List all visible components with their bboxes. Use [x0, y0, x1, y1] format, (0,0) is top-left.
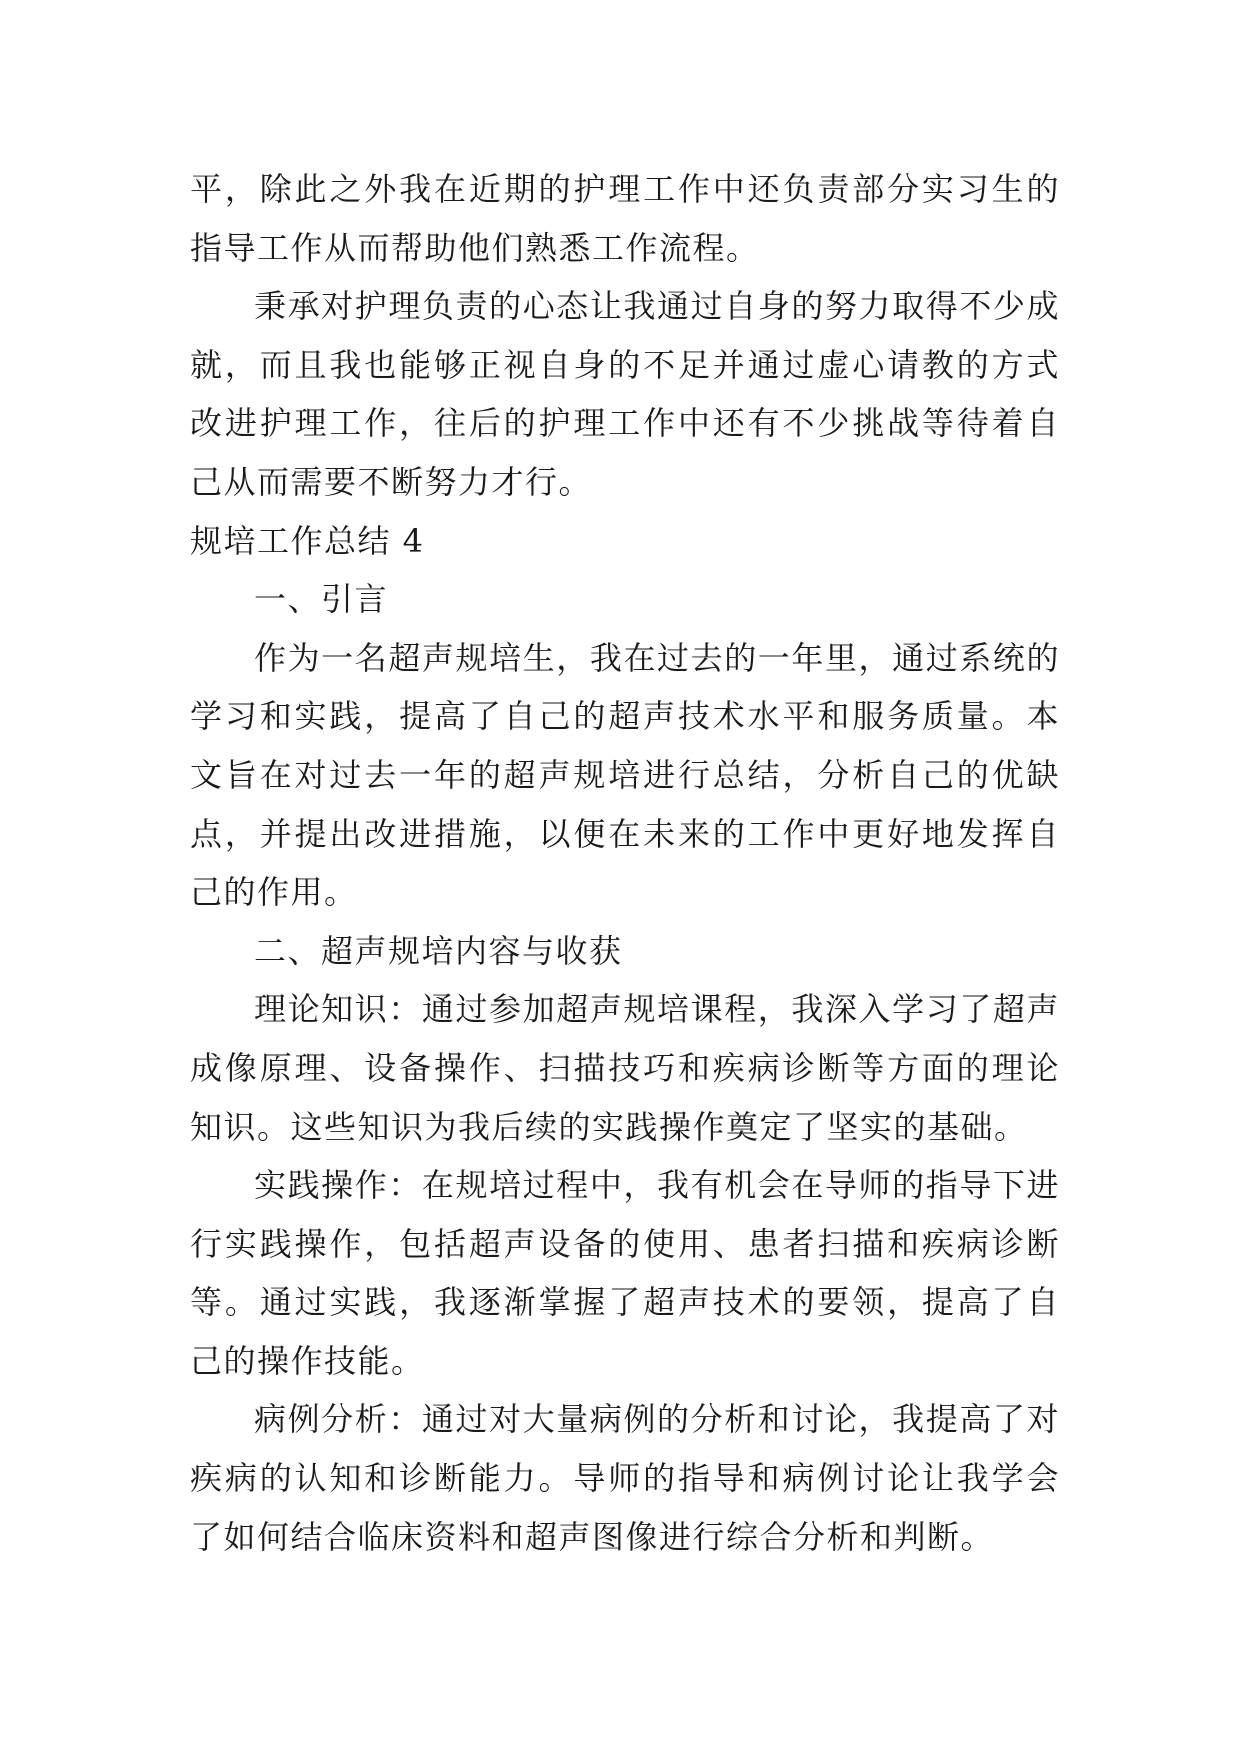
paragraph-continuation: 平，除此之外我在近期的护理工作中还负责部分实习生的指导工作从而帮助他们熟悉工作流程。 — [190, 170, 1060, 267]
section-heading: 规培工作总结 4 — [190, 521, 425, 560]
paragraph-practice: 实践操作：在规培过程中，我有机会在导师的指导下进行实践操作，包括超声设备的使用、患者扫描和疾病诊断等。通过实践，我逐渐掌握了超声技术的要领，提高了自己的操作技能。 — [190, 1166, 1060, 1380]
subheading-introduction: 一、引言 — [254, 580, 389, 619]
paragraph-introduction: 作为一名超声规培生，我在过去的一年里，通过系统的学习和实践，提高了自己的超声技术水平和服务质量。本文旨在对过去一年的超声规培进行总结，分析自己的优缺点，并提出改进措施，以便在未来的工作中更好地发挥自己的作用。 — [190, 638, 1060, 912]
paragraph-conclusion: 秉承对护理负责的心态让我通过自身的努力取得不少成就，而且我也能够正视自身的不足并通过虚心请教的方式改进护理工作，往后的护理工作中还有不少挑战等待着自己从而需要不断努力才行。 — [190, 287, 1060, 501]
paragraph-theory: 理论知识：通过参加超声规培课程，我深入学习了超声成像原理、设备操作、扫描技巧和疾病诊断等方面的理论知识。这些知识为我后续的实践操作奠定了坚实的基础。 — [190, 990, 1060, 1146]
subheading-content-gains: 二、超声规培内容与收获 — [254, 931, 623, 970]
document-body — [190, 160, 1060, 1566]
paragraph-case-analysis: 病例分析：通过对大量病例的分析和讨论，我提高了对疾病的认知和诊断能力。导师的指导和病例讨论让我学会了如何结合临床资料和超声图像进行综合分析和判断。 — [190, 1400, 1060, 1556]
